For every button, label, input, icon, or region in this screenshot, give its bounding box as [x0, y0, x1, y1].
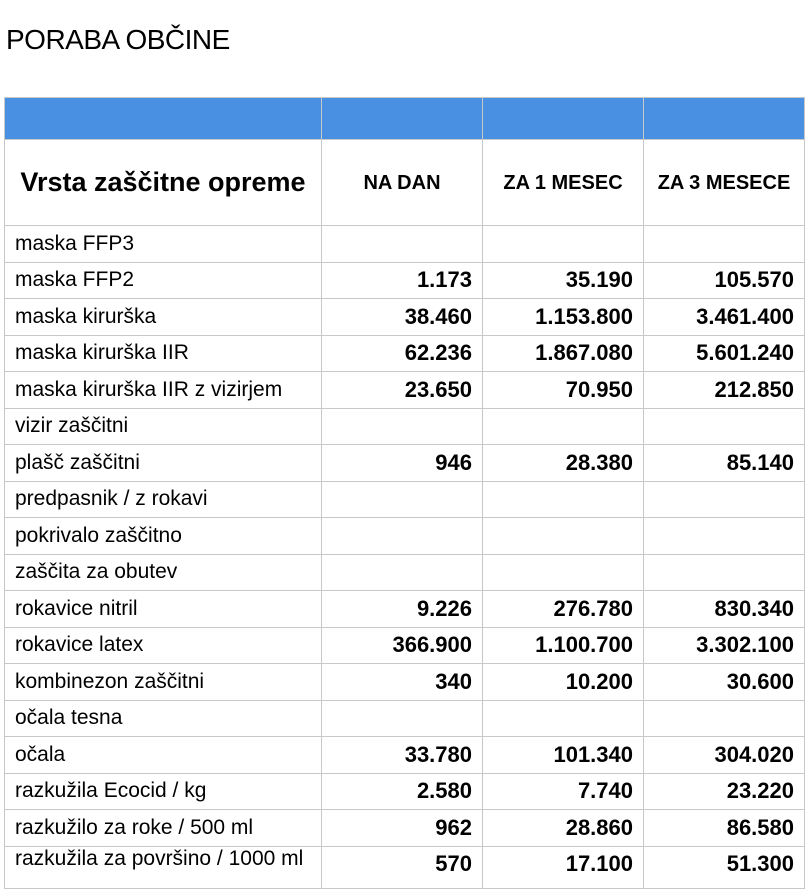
per-month-cell: 28.860 [483, 810, 644, 847]
per-month-cell [483, 226, 644, 263]
item-cell: očala tesna [5, 700, 322, 737]
per-month-cell: 70.950 [483, 372, 644, 409]
per-day-cell: 946 [322, 445, 483, 482]
per-3-months-cell: 304.020 [644, 737, 805, 774]
per-day-cell: 62.236 [322, 335, 483, 372]
per-month-cell: 17.100 [483, 846, 644, 888]
item-cell: vizir zaščitni [5, 408, 322, 445]
per-month-cell: 7.740 [483, 773, 644, 810]
per-3-months-cell [644, 481, 805, 518]
per-month-cell [483, 518, 644, 555]
item-cell: razkužilo za roke / 500 ml [5, 810, 322, 847]
item-cell: očala [5, 737, 322, 774]
table-row [5, 408, 805, 445]
per-3-months-cell: 23.220 [644, 773, 805, 810]
table-row [5, 591, 805, 628]
item-cell: maska kirurška IIR z vizirjem [5, 372, 322, 409]
column-header-per-3-months: ZA 3 MESECE [644, 140, 805, 226]
per-day-cell: 9.226 [322, 591, 483, 628]
item-cell: razkužila Ecocid / kg [5, 773, 322, 810]
per-month-cell: 10.200 [483, 664, 644, 701]
item-cell: plašč zaščitni [5, 445, 322, 482]
per-3-months-cell: 51.300 [644, 846, 805, 888]
table-row [5, 554, 805, 591]
item-cell: maska FFP3 [5, 226, 322, 263]
per-month-cell [483, 408, 644, 445]
item-cell: maska FFP2 [5, 262, 322, 299]
header-band-cell [322, 98, 483, 140]
per-3-months-cell: 3.461.400 [644, 299, 805, 336]
per-3-months-cell: 830.340 [644, 591, 805, 628]
header-band-cell [644, 98, 805, 140]
per-day-cell [322, 226, 483, 263]
table-row [5, 773, 805, 810]
per-day-cell [322, 408, 483, 445]
table-row [5, 810, 805, 847]
per-3-months-cell: 30.600 [644, 664, 805, 701]
header-band-cell [483, 98, 644, 140]
per-month-cell: 35.190 [483, 262, 644, 299]
header-band-cell [5, 98, 322, 140]
per-day-cell [322, 481, 483, 518]
per-3-months-cell [644, 226, 805, 263]
item-cell: rokavice nitril [5, 591, 322, 628]
header-band-row [5, 98, 805, 140]
per-day-cell: 962 [322, 810, 483, 847]
consumption-table [4, 97, 805, 889]
table-row [5, 372, 805, 409]
per-3-months-cell: 105.570 [644, 262, 805, 299]
per-day-cell: 1.173 [322, 262, 483, 299]
per-3-months-cell [644, 700, 805, 737]
per-3-months-cell [644, 554, 805, 591]
item-cell: predpasnik / z rokavi [5, 481, 322, 518]
table-row [5, 737, 805, 774]
column-header-type: Vrsta zaščitne opreme [5, 140, 322, 226]
table-row [5, 627, 805, 664]
per-day-cell [322, 700, 483, 737]
column-header-per-day: NA DAN [322, 140, 483, 226]
table-row [5, 518, 805, 555]
item-cell: zaščita za obutev [5, 554, 322, 591]
table-row [5, 700, 805, 737]
per-day-cell: 340 [322, 664, 483, 701]
per-day-cell: 570 [322, 846, 483, 888]
per-month-cell: 1.867.080 [483, 335, 644, 372]
table-row [5, 299, 805, 336]
per-3-months-cell [644, 518, 805, 555]
table-row [5, 445, 805, 482]
item-cell: maska kirurška [5, 299, 322, 336]
per-day-cell: 2.580 [322, 773, 483, 810]
per-3-months-cell: 5.601.240 [644, 335, 805, 372]
per-day-cell: 23.650 [322, 372, 483, 409]
per-day-cell: 33.780 [322, 737, 483, 774]
per-3-months-cell [644, 408, 805, 445]
per-month-cell [483, 481, 644, 518]
per-month-cell [483, 700, 644, 737]
per-3-months-cell: 86.580 [644, 810, 805, 847]
item-cell: maska kirurška IIR [5, 335, 322, 372]
item-cell: rokavice latex [5, 627, 322, 664]
per-day-cell [322, 554, 483, 591]
table-row [5, 846, 805, 888]
per-month-cell: 1.153.800 [483, 299, 644, 336]
per-3-months-cell: 212.850 [644, 372, 805, 409]
column-header-per-month: ZA 1 MESEC [483, 140, 644, 226]
table-row [5, 664, 805, 701]
per-month-cell: 28.380 [483, 445, 644, 482]
per-3-months-cell: 85.140 [644, 445, 805, 482]
per-3-months-cell: 3.302.100 [644, 627, 805, 664]
item-cell: kombinezon zaščitni [5, 664, 322, 701]
table-row [5, 481, 805, 518]
per-day-cell: 38.460 [322, 299, 483, 336]
table-row [5, 335, 805, 372]
per-day-cell: 366.900 [322, 627, 483, 664]
item-cell: razkužila za površino / 1000 ml [5, 846, 322, 888]
per-month-cell: 1.100.700 [483, 627, 644, 664]
per-month-cell [483, 554, 644, 591]
table-row [5, 226, 805, 263]
per-month-cell: 101.340 [483, 737, 644, 774]
page-title: PORABA OBČINE [6, 24, 230, 55]
item-cell: pokrivalo zaščitno [5, 518, 322, 555]
column-header-row [5, 140, 805, 226]
per-month-cell: 276.780 [483, 591, 644, 628]
table-row [5, 262, 805, 299]
per-day-cell [322, 518, 483, 555]
